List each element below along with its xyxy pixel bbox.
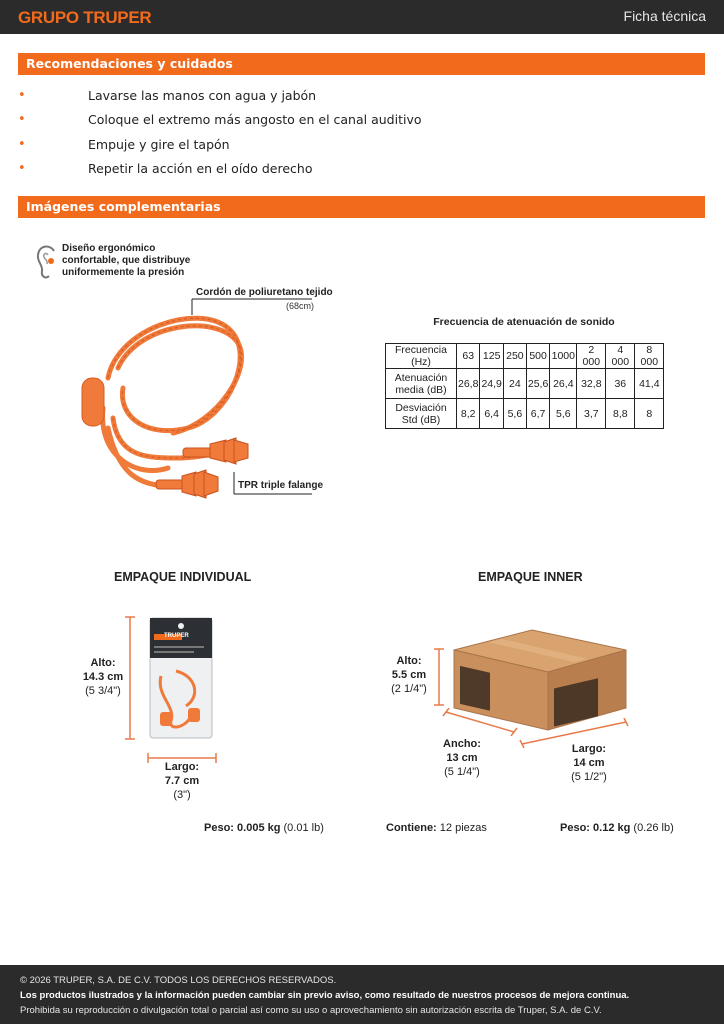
table-cell: 41,4 <box>635 369 664 399</box>
table-cell: 8 <box>635 399 664 429</box>
attenuation-table <box>385 343 664 429</box>
page-header <box>0 0 724 34</box>
list-item: • Empuje y gire el tapón <box>18 135 698 159</box>
table-row <box>386 344 664 369</box>
inner-weight: Peso: 0.12 kg (0.26 lb) <box>560 822 674 834</box>
individual-package-title: EMPAQUE INDIVIDUAL <box>114 570 252 584</box>
recommendations-list <box>18 86 698 183</box>
table-cell: 5,6 <box>503 399 526 429</box>
table-cell: 3,7 <box>577 399 606 429</box>
table-cell: 36 <box>606 369 635 399</box>
tip-label: TPR triple falange <box>238 480 324 491</box>
table-cell: 1000 <box>550 344 577 369</box>
table-cell: 250 <box>503 344 526 369</box>
individual-length: Largo: 7.7 cm (3") <box>164 761 200 801</box>
table-cell: 63 <box>457 344 480 369</box>
bullet-icon: • <box>18 112 26 128</box>
copyright-text: © 2026 TRUPER, S.A. DE C.V. TODOS LOS DERECHOS RESERVADOS. <box>20 975 337 986</box>
inner-length: Largo: 14 cm (5 1/2") <box>571 743 607 783</box>
table-header-cell: Desviación Std (dB) <box>386 399 457 429</box>
table-cell: 8,8 <box>606 399 635 429</box>
table-cell: 2 000 <box>577 344 606 369</box>
pack-brand: TRUPER <box>164 633 189 639</box>
width-dimension-line <box>442 708 518 736</box>
individual-weight: Peso: 0.005 kg (0.01 lb) <box>204 822 324 834</box>
inner-contents: Contiene: 12 piezas <box>386 822 487 834</box>
bullet-icon: • <box>18 136 26 152</box>
bullet-icon: • <box>18 88 26 103</box>
table-cell: 5,6 <box>550 399 577 429</box>
table-cell: 26,4 <box>550 369 577 399</box>
brand-logo: GRUPO TRUPER <box>18 8 152 27</box>
table-cell: 24 <box>503 369 526 399</box>
table-cell: 25,6 <box>526 369 549 399</box>
height-dimension-line <box>433 648 445 706</box>
doc-type: Ficha técnica <box>623 8 706 24</box>
table-header-cell: Atenuación media (dB) <box>386 369 457 399</box>
table-cell: 24,9 <box>480 369 503 399</box>
ergonomic-line-3: uniformemente la presión <box>62 267 185 278</box>
notice-text: Los productos ilustrados y la información pueden cambiar sin previo aviso, como resultado de nuestros procesos de mejora continua. <box>20 990 630 1001</box>
section-recommendations: Recomendaciones y cuidados <box>18 53 705 75</box>
table-cell: 6,7 <box>526 399 549 429</box>
inner-package-title: EMPAQUE INNER <box>478 570 583 584</box>
list-item: • Lavarse las manos con agua y jabón <box>18 86 698 110</box>
prohibition-text: Prohibida su reproducción o divulgación total o parcial así como su uso o aprovechamiento sin autorización escrita de Truper, S.A. de C.V. <box>20 1005 602 1016</box>
individual-height: Alto: 14.3 cm (5 3/4") <box>82 657 124 697</box>
attenuation-table-title: Frecuencia de atenuación de sonido <box>433 316 615 328</box>
list-item: • Repetir la acción en el oído derecho <box>18 159 698 183</box>
page-footer <box>0 965 724 1024</box>
ergonomic-line-1: Diseño ergonómico <box>62 243 156 254</box>
table-cell: 32,8 <box>577 369 606 399</box>
table-cell: 26,8 <box>457 369 480 399</box>
cord-length: (68cm) <box>286 301 315 311</box>
table-cell: 500 <box>526 344 549 369</box>
list-item: • Coloque el extremo más angosto en el canal auditivo <box>18 110 698 134</box>
table-header-cell: Frecuencia (Hz) <box>386 344 457 369</box>
ear-icon <box>34 243 60 281</box>
ergonomic-line-2: confortable, que distribuye <box>62 255 191 266</box>
table-row <box>386 399 664 429</box>
table-cell: 8 000 <box>635 344 664 369</box>
table-cell: 125 <box>480 344 503 369</box>
table-cell: 8,2 <box>457 399 480 429</box>
bullet-icon: • <box>18 160 26 176</box>
table-cell: 4 000 <box>606 344 635 369</box>
inner-width: Ancho: 13 cm (5 1/4") <box>443 738 481 778</box>
table-row <box>386 369 664 399</box>
inner-height: Alto: 5.5 cm (2 1/4") <box>391 655 427 695</box>
cord-label: Cordón de poliuretano tejido <box>196 287 333 298</box>
table-cell: 6,4 <box>480 399 503 429</box>
section-images: Imágenes complementarias <box>18 196 705 218</box>
